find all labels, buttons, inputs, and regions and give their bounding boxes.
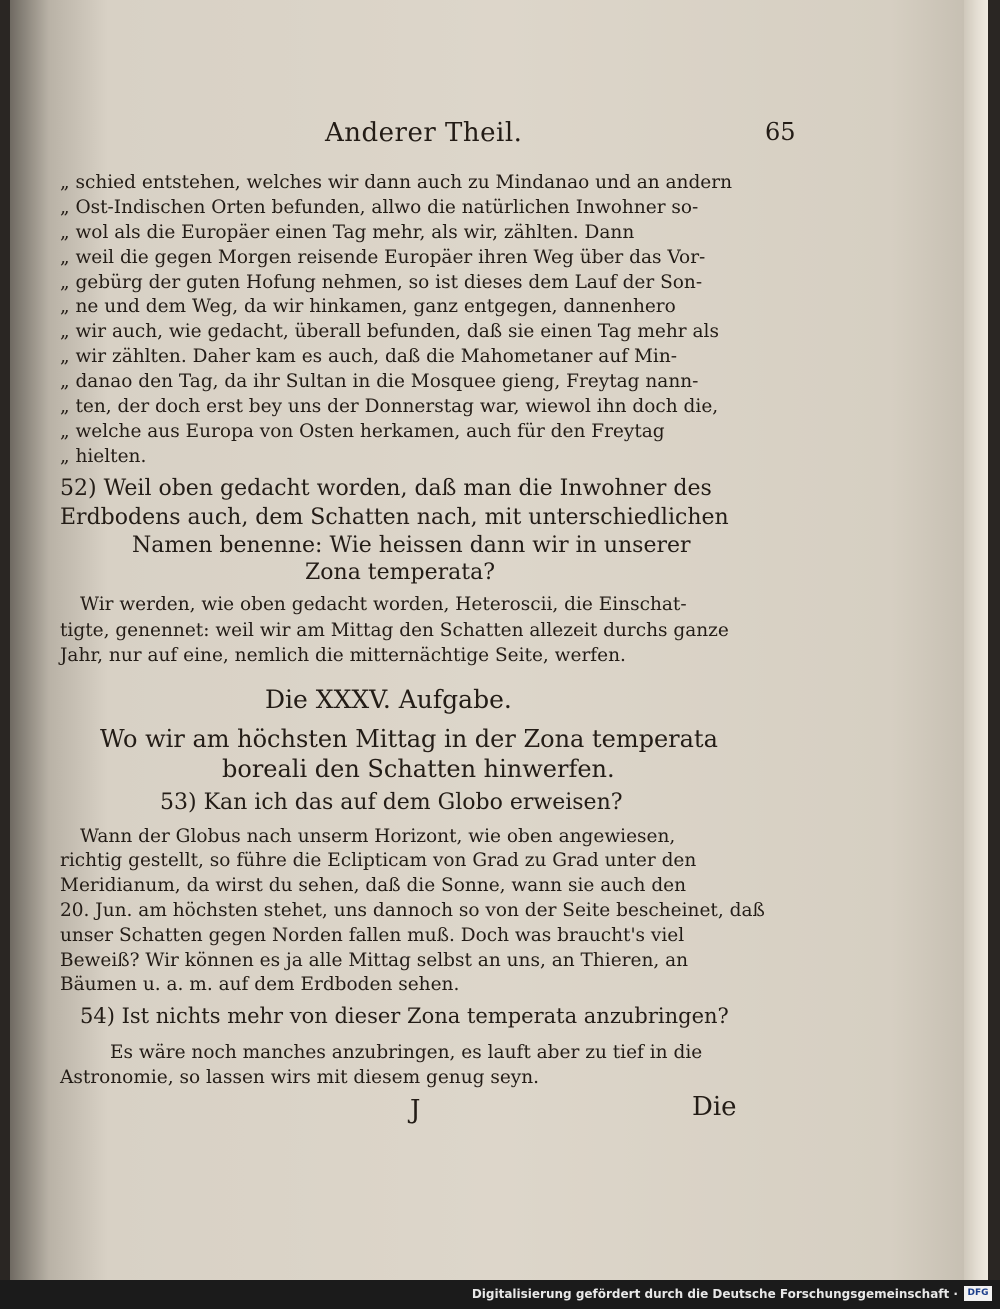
footer-bar (0, 1280, 1000, 1309)
answer-53-line: Meridianum, da wirst du sehen, daß die Sonne, wann sie auch den (60, 875, 687, 896)
answer-53-line: Beweiß? Wir können es ja alle Mittag selbst an uns, an Thieren, an (60, 950, 689, 971)
question-52-line: Namen benenne: Wie heissen dann wir in unserer (132, 533, 691, 558)
text-line: „ gebürg der guten Hofung nehmen, so ist dieses dem Lauf der Son- (60, 272, 703, 293)
catchword: Die (692, 1092, 737, 1122)
signature-mark: J (410, 1095, 421, 1125)
answer-53-line: unser Schatten gegen Norden fallen muß. Doch was braucht's viel (60, 925, 685, 946)
answer-54-line: Es wäre noch manches anzubringen, es lauft aber zu tief in die (110, 1042, 703, 1063)
text-line: „ wir auch, wie gedacht, überall befunden, daß sie einen Tag mehr als (60, 321, 719, 342)
answer-53-line: Wann der Globus nach unserm Horizont, wie oben angewiesen, (80, 826, 676, 847)
running-head: Anderer Theil. (325, 118, 523, 148)
text-line: „ schied entstehen, welches wir dann auch zu Mindanao und an andern (60, 172, 733, 193)
question-52-line: Erdbodens auch, dem Schatten nach, mit unterschiedlichen (60, 505, 729, 530)
text-line: „ wir zählten. Daher kam es auch, daß die Mahometaner auf Min- (60, 346, 677, 367)
answer-53-line: 20. Jun. am höchsten stehet, uns dannoch so von der Seite bescheinet, daß (60, 900, 765, 921)
text-line: „ welche aus Europa von Osten herkamen, auch für den Freytag (60, 421, 665, 442)
text-line: „ wol als die Europäer einen Tag mehr, als wir, zählten. Dann (60, 222, 635, 243)
text-line: „ Ost-Indischen Orten befunden, allwo die natürlichen Inwohner so- (60, 197, 699, 218)
section-subheading: Wo wir am höchsten Mittag in der Zona temperata (100, 725, 718, 753)
text-line: „ weil die gegen Morgen reisende Europäer ihren Weg über das Vor- (60, 247, 706, 268)
text-line: „ ten, der doch erst bey uns der Donnerstag war, wiewol ihn doch die, (60, 396, 719, 417)
book-page (10, 0, 988, 1280)
section-heading: Die XXXV. Aufgabe. (265, 685, 512, 714)
page-edge (964, 0, 988, 1280)
answer-52-line: Jahr, nur auf eine, nemlich die mitternächtige Seite, werfen. (60, 645, 626, 666)
text-line: „ hielten. (60, 446, 147, 467)
question-53: 53) Kan ich das auf dem Globo erweisen? (160, 790, 623, 815)
text-line: „ danao den Tag, da ihr Sultan in die Mosquee gieng, Freytag nann- (60, 371, 699, 392)
page-number: 65 (765, 118, 796, 146)
text-line: „ ne und dem Weg, da wir hinkamen, ganz entgegen, dannenhero (60, 296, 676, 317)
answer-53-line: Bäumen u. a. m. auf dem Erdboden sehen. (60, 974, 460, 995)
question-52-line: Zona temperata? (305, 560, 496, 585)
answer-52-line: tigte, genennet: weil wir am Mittag den Schatten allezeit durchs ganze (60, 620, 729, 641)
dfg-logo-icon: DFG (964, 1286, 992, 1301)
answer-54-line: Astronomie, so lassen wirs mit diesem genug seyn. (60, 1067, 540, 1088)
section-subheading: boreali den Schatten hinwerfen. (222, 755, 615, 783)
funding-notice: Digitalisierung gefördert durch die Deutsche Forschungsgemeinschaft · (471, 1287, 958, 1301)
question-52-line: 52) Weil oben gedacht worden, daß man die Inwohner des (60, 476, 712, 501)
answer-52-line: Wir werden, wie oben gedacht worden, Heteroscii, die Einschat- (80, 594, 687, 615)
question-54: 54) Ist nichts mehr von dieser Zona temperata anzubringen? (80, 1004, 729, 1028)
answer-53-line: richtig gestellt, so führe die Eclipticam von Grad zu Grad unter den (60, 850, 697, 871)
